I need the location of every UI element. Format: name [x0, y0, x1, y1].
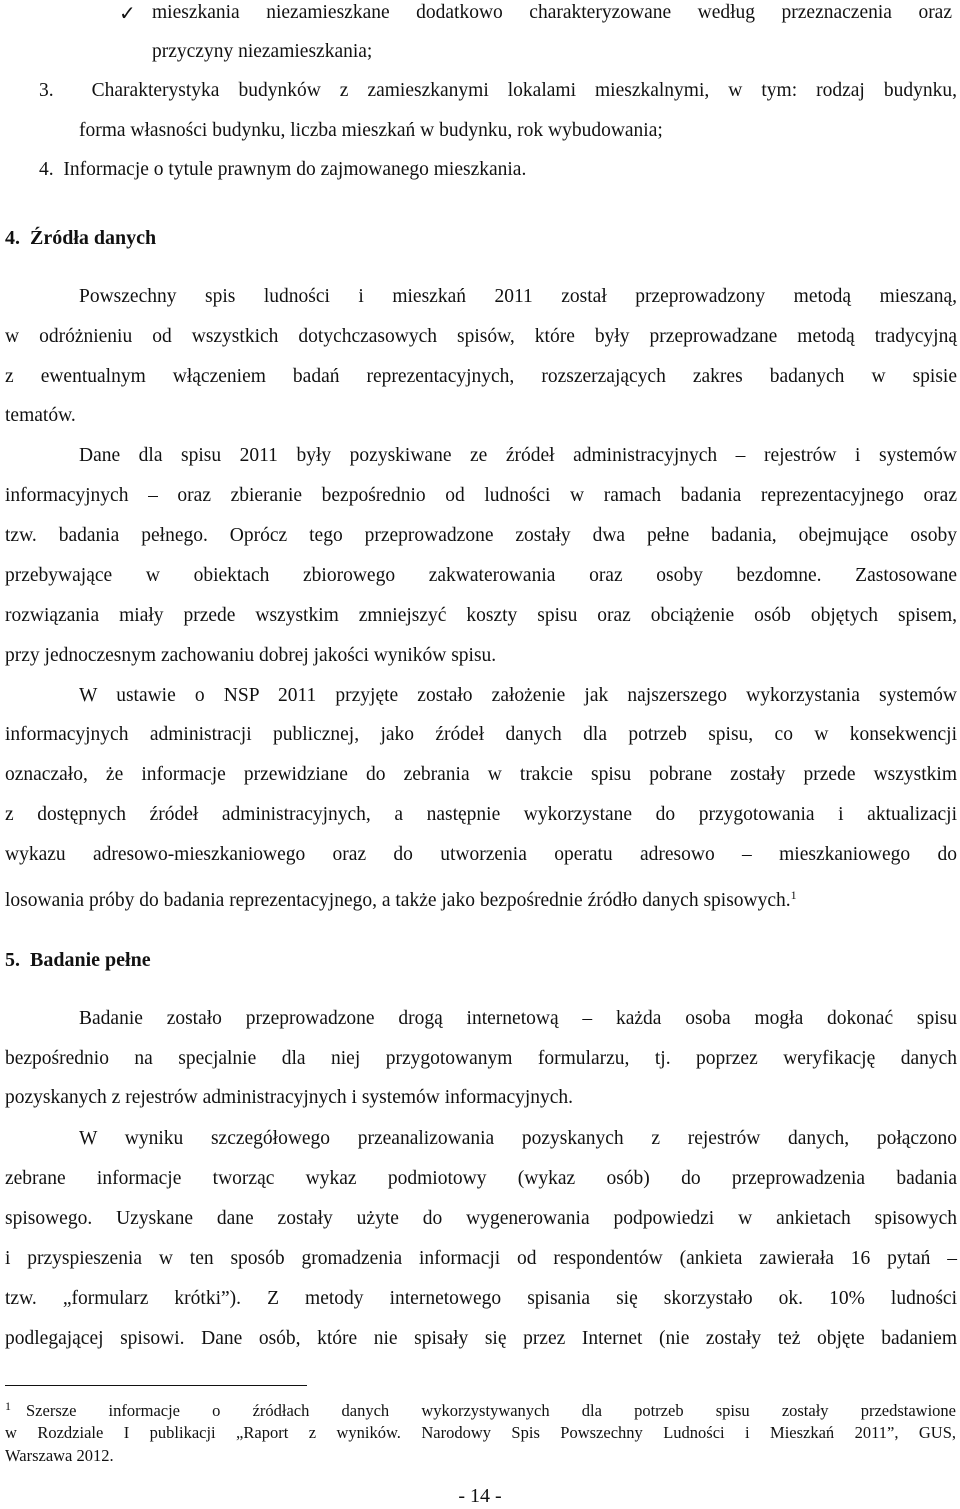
paragraph-line: informacyjnych administracji publicznej, jako źródeł danych dla potrzeb spisu, co w konsekwencji	[5, 724, 957, 745]
paragraph-text: losowania próby do badania reprezentacyjnego, a także jako bezpośrednie źródło danych spisowych.	[5, 890, 791, 911]
paragraph-line-with-footnote	[5, 882, 797, 914]
section-heading-zrodla-danych: 4. Źródła danych	[5, 227, 157, 249]
paragraph-line: tzw. badania pełnego. Oprócz tego przeprowadzone zostały dwa pełne badania, obejmujące osoby	[5, 525, 957, 546]
paragraph-line: zebrane informacje tworząc wykaz podmiotowy (wykaz osób) do przeprowadzenia badania	[5, 1168, 957, 1189]
footnote-line: Szersze informacje o źródłach danych wykorzystywanych dla potrzeb spisu zostały przedstawione	[26, 1401, 956, 1420]
paragraph-line: tematów.	[5, 405, 76, 426]
paragraph-line: z ewentualnym włączeniem badań reprezentacyjnych, rozszerzających zakres badanych w spisie	[5, 366, 957, 387]
paragraph-line: Badanie zostało przeprowadzone drogą internetową – każda osoba mogła dokonać spisu	[79, 1008, 957, 1029]
paragraph-line: rozwiązania miały przede wszystkim zmniejszyć koszty spisu oraz obciążenie osób objętych spisem,	[5, 605, 957, 626]
list-item-4: 4. Informacje o tytule prawnym do zajmowanego mieszkania.	[39, 159, 527, 180]
section-heading-badanie-pelne: 5. Badanie pełne	[5, 949, 151, 971]
paragraph-line: przebywające w obiektach zbiorowego zakwaterowania oraz osoby bezdomne. Zastosowane	[5, 565, 957, 586]
paragraph-line: przy jednoczesnym zachowaniu dobrej jakości wyników spisu.	[5, 645, 497, 666]
paragraph-line: w odróżnieniu od wszystkich dotychczasowych spisów, które były przeprowadzane metodą tradycyjną	[5, 326, 957, 347]
paragraph-line: bezpośrednio na specjalnie dla niej przygotowanym formularzu, tj. poprzez weryfikację danych	[5, 1048, 957, 1069]
list-item-3-line: 3. Charakterystyka budynków z zamieszkanymi lokalami mieszkalnymi, w tym: rodzaj budynku,	[39, 80, 957, 101]
footnote-separator	[5, 1385, 307, 1386]
footnote-line: Warszawa 2012.	[5, 1446, 114, 1465]
list-item-line: przyczyny niezamieszkania;	[152, 41, 373, 62]
footnote-marker: 1	[5, 1399, 11, 1413]
list-item-line: mieszkania niezamieszkane dodatkowo charakteryzowane według przeznaczenia oraz	[152, 2, 952, 23]
page-number: - 14 -	[458, 1485, 502, 1507]
paragraph-line: spisowego. Uzyskane dane zostały użyte do wygenerowania podpowiedzi w ankietach spisowych	[5, 1208, 957, 1229]
paragraph-line: wykazu adresowo-mieszkaniowego oraz do utworzenia operatu adresowo – mieszkaniowego do	[5, 844, 957, 865]
footnote-line: w Rozdziale I publikacji „Raport z wyników. Narodowy Spis Powszechny Ludności i Mieszkań 2011”, GUS,	[5, 1423, 956, 1442]
paragraph-line: oznaczało, że informacje przewidziane do zebrania w trakcie spisu pobrane zostały przede wszystkim	[5, 764, 957, 785]
footnote-reference[interactable]: 1	[790, 888, 797, 902]
paragraph-line: Powszechny spis ludności i mieszkań 2011 został przeprowadzony metodą mieszaną,	[79, 286, 957, 307]
paragraph-line: W wyniku szczegółowego przeanalizowania pozyskanych z rejestrów danych, połączono	[79, 1128, 957, 1149]
paragraph-line: W ustawie o NSP 2011 przyjęte zostało założenie jak najszerszego wykorzystania systemów	[79, 685, 957, 706]
paragraph-line: i przyspieszenia w ten sposób gromadzenia informacji od respondentów (ankieta zawierała 16 pytań –	[5, 1248, 957, 1269]
paragraph-line: Dane dla spisu 2011 były pozyskiwane ze źródeł administracyjnych – rejestrów i systemów	[79, 445, 957, 466]
paragraph-line: pozyskanych z rejestrów administracyjnych i systemów informacyjnych.	[5, 1087, 574, 1108]
paragraph-line: tzw. „formularz krótki”). Z metody internetowego spisania się skorzystało ok. 10% ludności	[5, 1288, 957, 1309]
checkmark-icon: ✓	[119, 1, 136, 25]
footnote-number	[5, 1395, 11, 1423]
paragraph-line: z dostępnych źródeł administracyjnych, a następnie wykorzystane do przygotowania i aktualizacji	[5, 804, 957, 825]
paragraph-line: informacyjnych – oraz zbieranie bezpośrednio od ludności w ramach badania reprezentacyjnego oraz	[5, 485, 957, 506]
paragraph-line: podlegającej spisowi. Dane osób, które nie spisały się przez Internet (nie zostały też objęte badaniem	[5, 1328, 957, 1349]
list-item-3-line: forma własności budynku, liczba mieszkań w budynku, rok wybudowania;	[79, 120, 663, 141]
